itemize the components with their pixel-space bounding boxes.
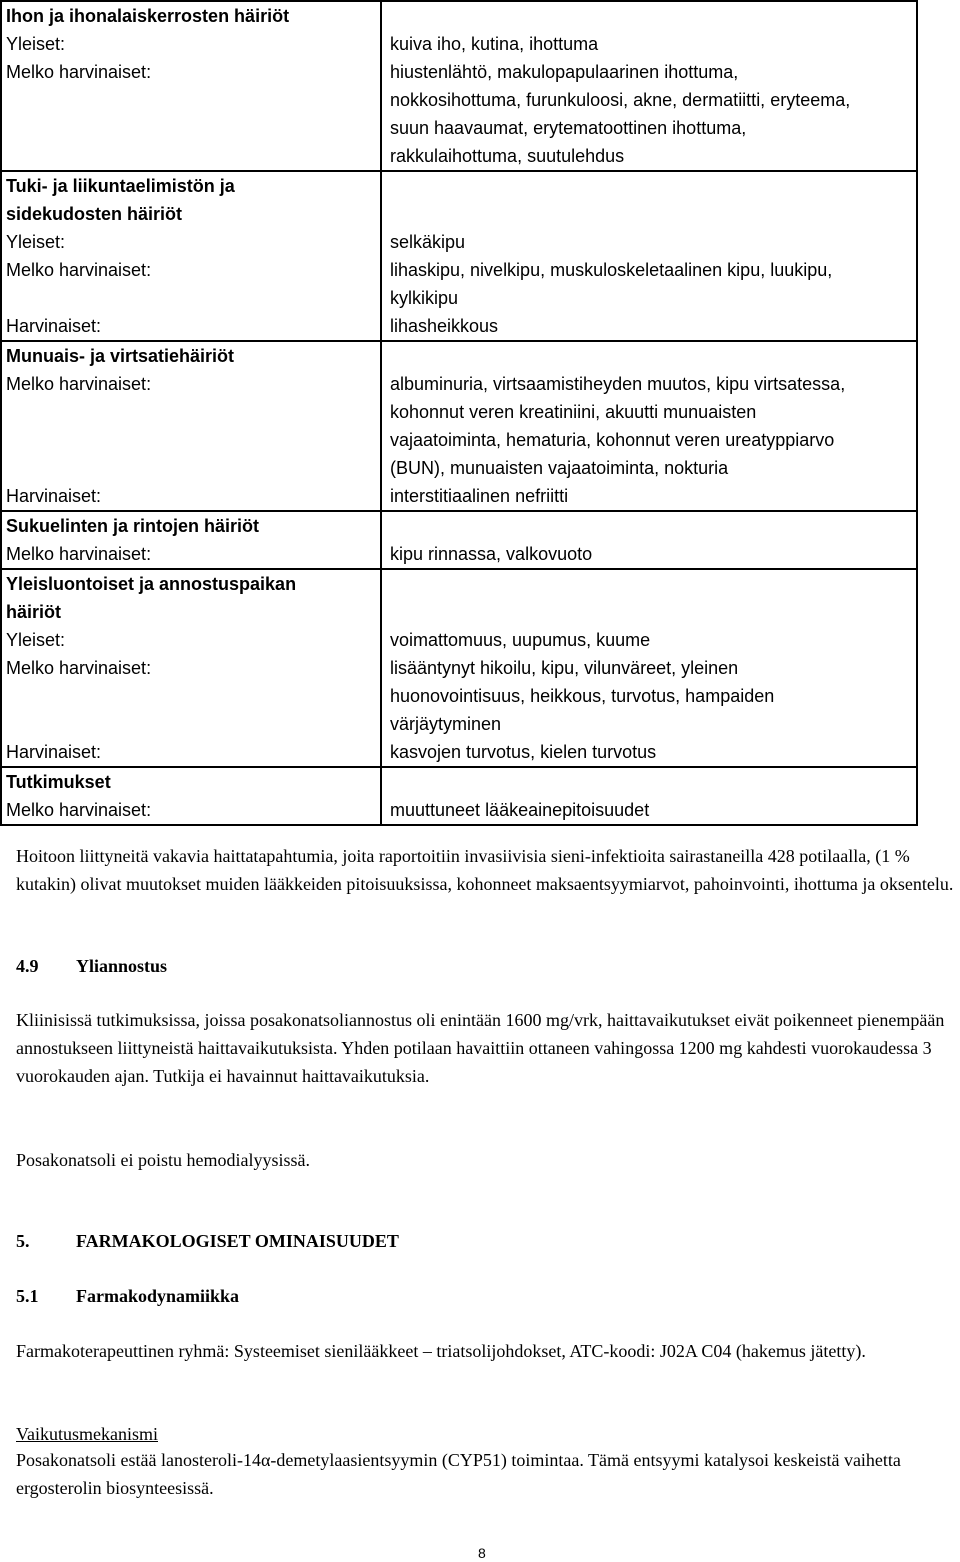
frequency-label: Melko harvinaiset: xyxy=(6,62,152,82)
category-cell xyxy=(1,511,381,569)
category-cell xyxy=(1,569,381,767)
frequency-label: Melko harvinaiset: xyxy=(6,800,152,820)
reaction-line: lihasheikkous xyxy=(390,316,499,336)
frequency-label: Melko harvinaiset: xyxy=(6,658,152,678)
table-row xyxy=(1,1,917,171)
spacer xyxy=(390,2,912,30)
reaction-line: lisääntynyt hikoilu, kipu, vilunväreet, yleinen xyxy=(390,658,739,678)
reaction-line: huonovointisuus, heikkous, turvotus, hampaiden xyxy=(390,686,775,706)
frequency-label: Harvinaiset: xyxy=(6,316,102,336)
reaction-line: voimattomuus, uupumus, kuume xyxy=(390,630,651,650)
category-heading: Munuais- ja virtsatiehäiriöt xyxy=(6,346,235,366)
reaction-line: interstitiaalinen nefriitti xyxy=(390,486,569,506)
section-number: 5. xyxy=(16,1231,30,1251)
table-row xyxy=(1,511,917,569)
reaction-line: selkäkipu xyxy=(390,232,466,252)
frequency-label: Melko harvinaiset: xyxy=(6,544,152,564)
category-cell xyxy=(1,767,381,825)
reaction-line: kuiva iho, kutina, ihottuma xyxy=(390,34,599,54)
reaction-line: nokkosihottuma, furunkuloosi, akne, dermatiitti, eryteema, xyxy=(390,90,851,110)
dialysis-paragraph: Posakonatsoli ei poistu hemodialyysissä. xyxy=(16,1150,310,1170)
frequency-label: Yleiset: xyxy=(6,232,66,252)
reactions-cell xyxy=(381,569,917,767)
category-cell xyxy=(1,171,381,341)
page-number: 8 xyxy=(478,1545,486,1561)
reaction-line: suun haavaumat, erytematoottinen ihottuma, xyxy=(390,118,747,138)
frequency-label xyxy=(6,426,376,454)
reaction-line: kipu rinnassa, valkovuoto xyxy=(390,544,593,564)
reaction-line: muuttuneet lääkeainepitoisuudet xyxy=(390,800,650,820)
frequency-label xyxy=(6,398,376,426)
spacer xyxy=(390,172,912,200)
table-row xyxy=(1,569,917,767)
reaction-line: hiustenlähtö, makulopapulaarinen ihottuma, xyxy=(390,62,739,82)
spacer xyxy=(390,570,912,598)
category-heading: Tuki- ja liikuntaelimistön ja xyxy=(6,176,235,196)
reaction-line: rakkulaihottuma, suutulehdus xyxy=(390,146,625,166)
section-5-heading xyxy=(16,1227,399,1255)
frequency-label xyxy=(6,682,376,710)
frequency-label xyxy=(6,710,376,738)
category-heading: Sukuelinten ja rintojen häiriöt xyxy=(6,516,260,536)
frequency-label: Melko harvinaiset: xyxy=(6,374,152,394)
spacer xyxy=(390,768,912,796)
frequency-label xyxy=(6,454,376,482)
frequency-label: sidekudosten häiriöt xyxy=(6,204,183,224)
pharmacotherapeutic-group-paragraph: Farmakoterapeuttinen ryhmä: Systeemiset sienilääkkeet – triatsolijohdokset, ATC-koodi: J02A C04 (hakemus jätetty). xyxy=(16,1341,866,1361)
category-heading: Yleisluontoiset ja annostuspaikan xyxy=(6,574,297,594)
section-title: FARMAKOLOGISET OMINAISUUDET xyxy=(76,1231,399,1251)
frequency-label: Melko harvinaiset: xyxy=(6,260,152,280)
spacer xyxy=(390,200,912,228)
reaction-line: kylkikipu xyxy=(390,288,459,308)
reactions-cell xyxy=(381,1,917,171)
section-title: Yliannostus xyxy=(76,956,168,976)
frequency-label: Yleiset: xyxy=(6,630,66,650)
frequency-label: häiriöt xyxy=(6,602,62,622)
reactions-cell xyxy=(381,511,917,569)
reaction-line: värjäytyminen xyxy=(390,714,502,734)
mechanism-heading: Vaikutusmekanismi xyxy=(16,1424,158,1444)
spacer xyxy=(390,342,912,370)
section-4-9-heading xyxy=(16,952,167,980)
section-number: 4.9 xyxy=(16,956,39,976)
category-cell xyxy=(1,341,381,511)
spacer xyxy=(390,512,912,540)
section-5-1-heading xyxy=(16,1282,239,1310)
reactions-cell xyxy=(381,171,917,341)
mechanism-paragraph: Posakonatsoli estää lanosteroli-14α-demetylaasientsyymin (CYP51) toimintaa. Tämä entsyymi katalysoi keskeistä vaihetta ergosterolin biosynteesissä. xyxy=(16,1450,901,1498)
category-heading: Ihon ja ihonalaiskerrosten häiriöt xyxy=(6,6,290,26)
frequency-label: Harvinaiset: xyxy=(6,486,102,506)
section-title: Farmakodynamiikka xyxy=(76,1286,240,1306)
table-row xyxy=(1,171,917,341)
reaction-line: albuminuria, virtsaamistiheyden muutos, kipu virtsatessa, xyxy=(390,374,846,394)
frequency-label xyxy=(6,284,376,312)
frequency-label: Harvinaiset: xyxy=(6,742,102,762)
reaction-line: vajaatoiminta, hematuria, kohonnut veren ureatyppiarvo xyxy=(390,430,835,450)
frequency-label: Yleiset: xyxy=(6,34,66,54)
reaction-line: (BUN), munuaisten vajaatoiminta, nokturia xyxy=(390,458,729,478)
table-row xyxy=(1,767,917,825)
spacer xyxy=(390,598,912,626)
reactions-cell xyxy=(381,767,917,825)
reaction-line: kohonnut veren kreatiniini, akuutti munuaisten xyxy=(390,402,757,422)
category-heading: Tutkimukset xyxy=(6,772,111,792)
serious-events-paragraph: Hoitoon liittyneitä vakavia haittatapahtumia, joita raportoitiin invasiivisia sieni-infektioita sairastaneilla 428 potilaalla, (1 % kutakin) olivat muutokset muiden lääkkeiden pitoisuuksissa, kohonneet maksaentsyymiarvot, pahoinvointi, ihottuma ja oksentelu. xyxy=(16,846,954,894)
reaction-line: lihaskipu, nivelkipu, muskuloskeletaalinen kipu, luukipu, xyxy=(390,260,833,280)
reactions-cell xyxy=(381,341,917,511)
table-row xyxy=(1,341,917,511)
overdose-paragraph: Kliinisissä tutkimuksissa, joissa posakonatsoliannostus oli enintään 1600 mg/vrk, haittavaikutukset eivät poikenneet pienempään annostukseen liittyneistä haittavaikutuksista. Yhden potilaan havaittiin ottaneen vahingossa 1200 mg kahdesti vuorokaudessa 3 vuorokauden ajan. Tutkija ei havainnut haittavaikutuksia. xyxy=(16,1010,945,1086)
reaction-line: kasvojen turvotus, kielen turvotus xyxy=(390,742,657,762)
section-number: 5.1 xyxy=(16,1286,39,1306)
category-cell xyxy=(1,1,381,171)
